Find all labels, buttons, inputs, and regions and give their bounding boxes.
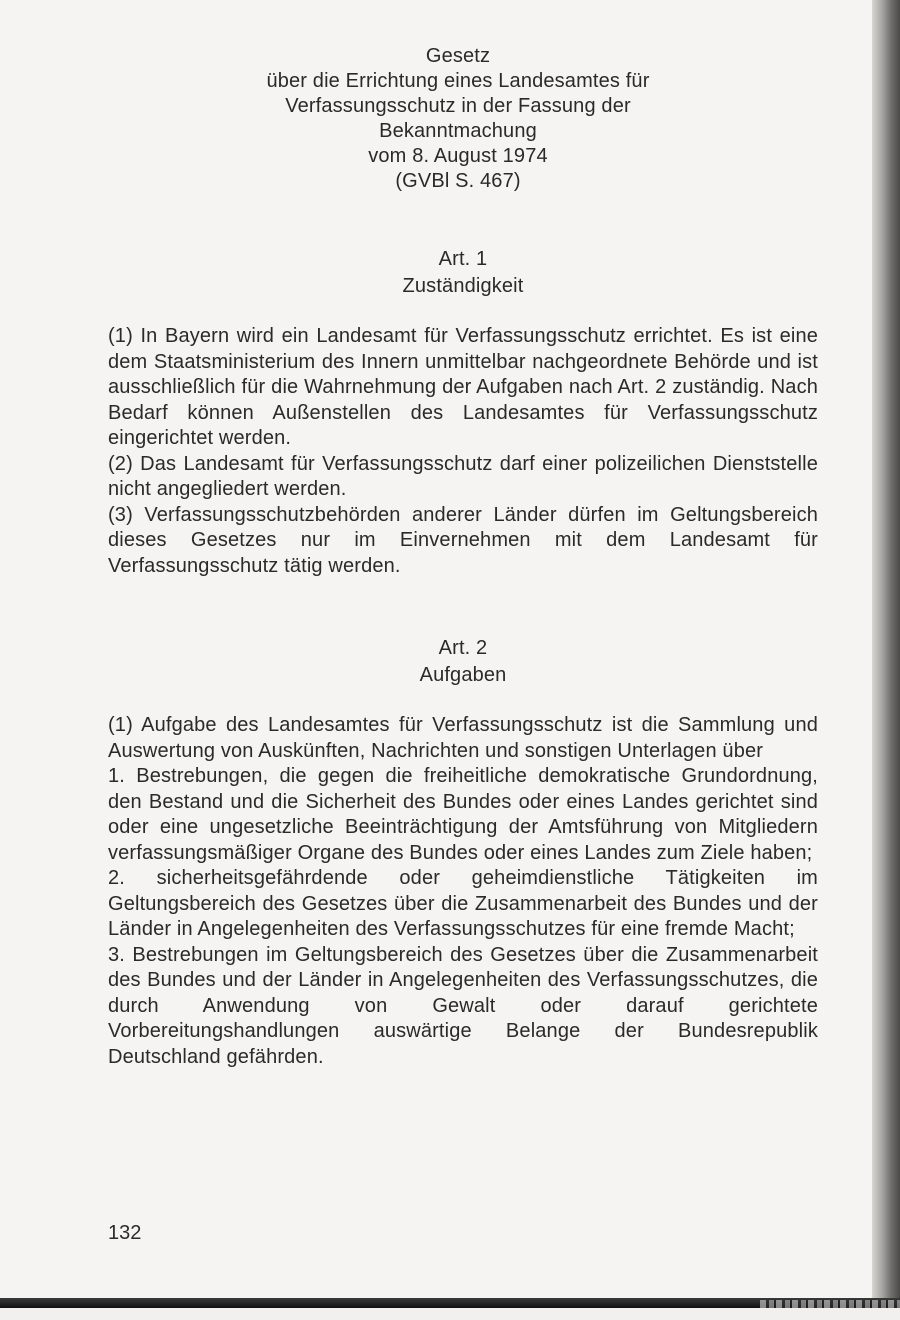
- article-1-body: [108, 324, 818, 579]
- paragraph: (1) Aufgabe des Landesamtes für Verfassungsschutz ist die Sammlung und Auswertung von Auskünften, Nachrichten und sonstigen Unterlagen über: [108, 714, 818, 762]
- paragraph: (1) In Bayern wird ein Landesamt für Verfassungsschutz errichtet. Es ist eine dem Staatsministerium des Innern unmittelbar nachgeordnete Behörde und ist ausschließlich für die Wahrnehmung der Aufgaben nach Art. 2 zuständig. Nach Bedarf können Außenstellen des Landesamtes für Verfassungsschutz eingerichtet werden.: [108, 325, 818, 449]
- article-2-body: [108, 713, 818, 1070]
- book-spine-shadow: [872, 0, 900, 1300]
- paragraph: (2) Das Landesamt für Verfassungsschutz darf einer polizeilichen Dienststelle nicht angegliedert werden.: [108, 452, 818, 500]
- title-line: Verfassungsschutz in der Fassung der: [285, 95, 631, 117]
- title-line: Gesetz: [425, 45, 491, 67]
- list-item: 3. Bestrebungen im Geltungsbereich des Gesetzes über die Zusammenarbeit des Bundes und der Länder in Angelegenheiten des Verfassungsschutzes, die durch Anwendung von Gewalt oder darauf gerichtete Vorbereitungshandlungen auswärtige Belange der Bundesrepublik Deutschland gefährden.: [108, 943, 818, 1068]
- page-content: [108, 44, 818, 1070]
- title-line: (GVBl S. 467): [395, 170, 521, 192]
- scan-edge-texture: [760, 1300, 900, 1308]
- title-line: über die Errichtung eines Landesamtes für: [266, 70, 650, 92]
- article-title: Zuständigkeit: [402, 275, 524, 297]
- list-item: 1. Bestrebungen, die gegen die freiheitliche demokratische Grundordnung, den Bestand und die Sicherheit des Bundes oder eines Landes gerichtet sind oder eine ungesetzliche Beeinträchtigung der Amtsführung von Mitgliedern verfassungsmäßiger Organe des Bundes oder eines Landes zum Ziele haben;: [108, 765, 818, 864]
- article-number: Art. 2: [438, 637, 488, 659]
- article-1-heading: [108, 246, 818, 300]
- page-number: 132: [108, 1222, 142, 1244]
- list-item: 2. sicherheitsgefährdende oder geheimdienstliche Tätigkeiten im Geltungsbereich des Gesetzes über die Zusammenarbeit des Bundes und der Länder in Angelegenheiten des Verfassungsschutzes für eine fremde Macht;: [108, 867, 818, 940]
- title-line: Bekanntmachung: [379, 120, 537, 142]
- article-2-heading: [108, 635, 818, 689]
- article-number: Art. 1: [438, 248, 488, 270]
- law-title: [208, 44, 708, 194]
- title-line: vom 8. August 1974: [368, 145, 548, 167]
- paragraph: (3) Verfassungsschutzbehörden anderer Länder dürfen im Geltungsbereich dieses Gesetzes nur im Einvernehmen mit dem Landesamt für Verfassungsschutz tätig werden.: [108, 503, 818, 577]
- article-title: Aufgaben: [419, 664, 507, 686]
